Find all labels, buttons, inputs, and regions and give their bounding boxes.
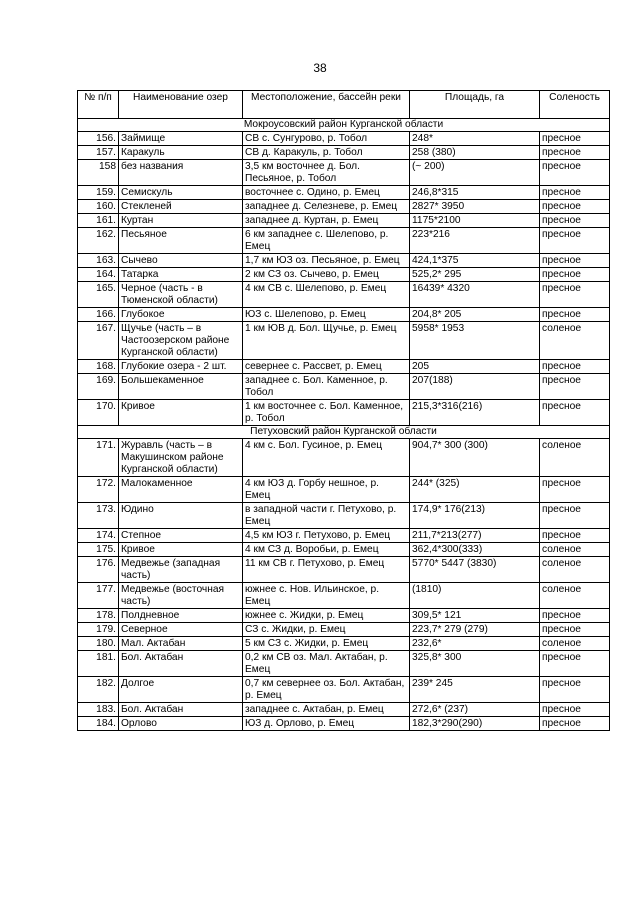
cell-num: 159.: [78, 186, 119, 200]
cell-area: 5770* 5447 (3830): [410, 557, 540, 583]
cell-area: 309,5* 121: [410, 609, 540, 623]
cell-num: 181.: [78, 651, 119, 677]
cell-num: 162.: [78, 228, 119, 254]
cell-num: 176.: [78, 557, 119, 583]
header-salinity: Соленость: [540, 91, 610, 119]
cell-salinity: пресное: [540, 677, 610, 703]
table-row: [78, 623, 610, 637]
cell-num: 167.: [78, 322, 119, 360]
cell-salinity: пресное: [540, 146, 610, 160]
cell-name: Куртан: [119, 214, 243, 228]
cell-salinity: пресное: [540, 186, 610, 200]
table-row: [78, 282, 610, 308]
cell-salinity: пресное: [540, 360, 610, 374]
table-row: [78, 160, 610, 186]
cell-salinity: соленое: [540, 439, 610, 477]
cell-area: 424,1*375: [410, 254, 540, 268]
cell-location: 4 км ЮЗ д. Горбу нешное, р. Емец: [243, 477, 410, 503]
region-row: [78, 426, 610, 439]
cell-area: 215,3*316(216): [410, 400, 540, 426]
cell-location: 1 км восточнее с. Бол. Каменное, р. Тобол: [243, 400, 410, 426]
cell-location: 4 км СВ с. Шелепово, р. Емец: [243, 282, 410, 308]
header-area: Площадь, га: [410, 91, 540, 119]
table-row: [78, 637, 610, 651]
cell-location: восточнее с. Одино, р. Емец: [243, 186, 410, 200]
table-row: [78, 477, 610, 503]
cell-location: западнее с. Актабан, р. Емец: [243, 703, 410, 717]
cell-name: Стекленей: [119, 200, 243, 214]
cell-name: Бол. Актабан: [119, 651, 243, 677]
cell-salinity: пресное: [540, 254, 610, 268]
cell-location: 2 км СЗ оз. Сычево, р. Емец: [243, 268, 410, 282]
cell-location: 0,2 км СВ оз. Мал. Актабан, р. Емец: [243, 651, 410, 677]
cell-name: Каракуль: [119, 146, 243, 160]
cell-location: СВ д. Каракуль, р. Тобол: [243, 146, 410, 160]
table-row: [78, 254, 610, 268]
cell-salinity: пресное: [540, 529, 610, 543]
table-row: [78, 583, 610, 609]
cell-num: 174.: [78, 529, 119, 543]
table-row: [78, 374, 610, 400]
cell-name: Бол. Актабан: [119, 703, 243, 717]
cell-area: 272,6* (237): [410, 703, 540, 717]
header-row: [78, 91, 610, 119]
cell-num: 171.: [78, 439, 119, 477]
cell-name: Юдино: [119, 503, 243, 529]
cell-salinity: пресное: [540, 703, 610, 717]
cell-name: Кривое: [119, 543, 243, 557]
cell-name: Медвежье (восточная часть): [119, 583, 243, 609]
cell-name: Северное: [119, 623, 243, 637]
cell-name: Медвежье (западная часть): [119, 557, 243, 583]
table-row: [78, 717, 610, 731]
cell-name: Долгое: [119, 677, 243, 703]
cell-area: 239* 245: [410, 677, 540, 703]
cell-num: 160.: [78, 200, 119, 214]
cell-num: 170.: [78, 400, 119, 426]
cell-location: южнее с. Нов. Ильинское, р. Емец: [243, 583, 410, 609]
cell-salinity: пресное: [540, 282, 610, 308]
cell-num: 182.: [78, 677, 119, 703]
header-name: Наименование озер: [119, 91, 243, 119]
cell-area: (1810): [410, 583, 540, 609]
cell-num: 178.: [78, 609, 119, 623]
region-row: [78, 119, 610, 132]
cell-location: в западной части г. Петухово, р. Емец: [243, 503, 410, 529]
cell-area: (~ 200): [410, 160, 540, 186]
cell-location: севернее с. Рассвет, р. Емец: [243, 360, 410, 374]
cell-salinity: пресное: [540, 651, 610, 677]
cell-area: 223,7* 279 (279): [410, 623, 540, 637]
cell-area: 244* (325): [410, 477, 540, 503]
table-row: [78, 677, 610, 703]
table-row: [78, 214, 610, 228]
cell-area: 16439* 4320: [410, 282, 540, 308]
table-row: [78, 609, 610, 623]
cell-name: Глубокие озера - 2 шт.: [119, 360, 243, 374]
cell-location: 6 км западнее с. Шелепово, р. Емец: [243, 228, 410, 254]
cell-num: 177.: [78, 583, 119, 609]
cell-num: 166.: [78, 308, 119, 322]
page-number: 38: [313, 61, 327, 75]
cell-salinity: соленое: [540, 543, 610, 557]
cell-location: западнее д. Селезневе, р. Емец: [243, 200, 410, 214]
cell-num: 179.: [78, 623, 119, 637]
cell-salinity: соленое: [540, 557, 610, 583]
cell-salinity: пресное: [540, 503, 610, 529]
table-row: [78, 268, 610, 282]
cell-area: 904,7* 300 (300): [410, 439, 540, 477]
table-row: [78, 360, 610, 374]
table-row: [78, 651, 610, 677]
cell-name: Степное: [119, 529, 243, 543]
table-row: [78, 228, 610, 254]
table-row: [78, 703, 610, 717]
cell-num: 157.: [78, 146, 119, 160]
cell-num: 161.: [78, 214, 119, 228]
cell-location: 5 км СЗ с. Жидки, р. Емец: [243, 637, 410, 651]
cell-location: СЗ с. Жидки, р. Емец: [243, 623, 410, 637]
cell-salinity: пресное: [540, 200, 610, 214]
cell-salinity: пресное: [540, 228, 610, 254]
cell-location: ЮЗ с. Шелепово, р. Емец: [243, 308, 410, 322]
table-row: [78, 529, 610, 543]
cell-name: Мал. Актабан: [119, 637, 243, 651]
cell-area: 182,3*290(290): [410, 717, 540, 731]
cell-name: Малокаменное: [119, 477, 243, 503]
cell-area: 258 (380): [410, 146, 540, 160]
cell-area: 1175*2100: [410, 214, 540, 228]
cell-location: 4 км с. Бол. Гусиное, р. Емец: [243, 439, 410, 477]
cell-area: 232,6*: [410, 637, 540, 651]
cell-area: 5958* 1953: [410, 322, 540, 360]
table-row: [78, 132, 610, 146]
cell-name: Кривое: [119, 400, 243, 426]
cell-num: 175.: [78, 543, 119, 557]
lakes-table: [77, 90, 610, 731]
cell-num: 172.: [78, 477, 119, 503]
cell-num: 183.: [78, 703, 119, 717]
cell-location: 4,5 км ЮЗ г. Петухово, р. Емец: [243, 529, 410, 543]
cell-name: Орлово: [119, 717, 243, 731]
table-row: [78, 543, 610, 557]
cell-area: 246,8*315: [410, 186, 540, 200]
cell-salinity: соленое: [540, 583, 610, 609]
table-header: [78, 91, 610, 119]
cell-num: 184.: [78, 717, 119, 731]
cell-area: 248*: [410, 132, 540, 146]
cell-location: западнее д. Куртан, р. Емец: [243, 214, 410, 228]
cell-location: 3,5 км восточнее д. Бол. Песьяное, р. Тобол: [243, 160, 410, 186]
region-title: Мокроусовский район Курганской области: [78, 119, 610, 132]
cell-area: 205: [410, 360, 540, 374]
cell-num: 164.: [78, 268, 119, 282]
cell-salinity: пресное: [540, 609, 610, 623]
cell-name: Большекаменное: [119, 374, 243, 400]
table-row: [78, 200, 610, 214]
cell-name: без названия: [119, 160, 243, 186]
table-row: [78, 146, 610, 160]
table-row: [78, 322, 610, 360]
table-row: [78, 439, 610, 477]
cell-salinity: пресное: [540, 717, 610, 731]
cell-num: 156.: [78, 132, 119, 146]
cell-salinity: пресное: [540, 400, 610, 426]
cell-salinity: соленое: [540, 637, 610, 651]
cell-location: 1,7 км ЮЗ оз. Песьяное, р. Емец: [243, 254, 410, 268]
table-body: [78, 119, 610, 731]
cell-salinity: пресное: [540, 160, 610, 186]
cell-location: южнее с. Жидки, р. Емец: [243, 609, 410, 623]
cell-area: 211,7*213(277): [410, 529, 540, 543]
cell-num: 158: [78, 160, 119, 186]
region-title: Петуховский район Курганской области: [78, 426, 610, 439]
cell-salinity: пресное: [540, 374, 610, 400]
cell-location: ЮЗ д. Орлово, р. Емец: [243, 717, 410, 731]
cell-salinity: пресное: [540, 214, 610, 228]
cell-name: Глубокое: [119, 308, 243, 322]
table-row: [78, 400, 610, 426]
cell-num: 169.: [78, 374, 119, 400]
cell-area: 2827* 3950: [410, 200, 540, 214]
cell-location: западнее с. Бол. Каменное, р. Тобол: [243, 374, 410, 400]
table-row: [78, 557, 610, 583]
cell-location: 11 км СВ г. Петухово, р. Емец: [243, 557, 410, 583]
cell-name: Полдневное: [119, 609, 243, 623]
cell-area: 525,2* 295: [410, 268, 540, 282]
cell-salinity: пресное: [540, 623, 610, 637]
cell-name: Сычево: [119, 254, 243, 268]
cell-location: 0,7 км севернее оз. Бол. Актабан, р. Емец: [243, 677, 410, 703]
cell-num: 163.: [78, 254, 119, 268]
cell-location: 1 км ЮВ д. Бол. Щучье, р. Емец: [243, 322, 410, 360]
cell-area: 362,4*300(333): [410, 543, 540, 557]
cell-area: 174,9* 176(213): [410, 503, 540, 529]
cell-name: Татарка: [119, 268, 243, 282]
table-row: [78, 308, 610, 322]
cell-name: Семискуль: [119, 186, 243, 200]
cell-salinity: пресное: [540, 308, 610, 322]
cell-name: Щучье (часть – в Частоозерском районе Курганской области): [119, 322, 243, 360]
cell-salinity: соленое: [540, 322, 610, 360]
header-location: Местоположение, бассейн реки: [243, 91, 410, 119]
cell-location: 4 км СЗ д. Воробьи, р. Емец: [243, 543, 410, 557]
cell-num: 173.: [78, 503, 119, 529]
table-row: [78, 503, 610, 529]
table-row: [78, 186, 610, 200]
cell-num: 165.: [78, 282, 119, 308]
cell-area: 325,8* 300: [410, 651, 540, 677]
cell-area: 223*216: [410, 228, 540, 254]
cell-salinity: пресное: [540, 268, 610, 282]
header-num: № п/п: [78, 91, 119, 119]
cell-num: 180.: [78, 637, 119, 651]
cell-salinity: пресное: [540, 477, 610, 503]
cell-num: 168.: [78, 360, 119, 374]
cell-name: Займище: [119, 132, 243, 146]
cell-name: Черное (часть - в Тюменской области): [119, 282, 243, 308]
cell-area: 204,8* 205: [410, 308, 540, 322]
cell-location: СВ с. Сунгурово, р. Тобол: [243, 132, 410, 146]
cell-salinity: пресное: [540, 132, 610, 146]
cell-name: Песьяное: [119, 228, 243, 254]
cell-name: Журавль (часть – в Макушинском районе Курганской области): [119, 439, 243, 477]
cell-area: 207(188): [410, 374, 540, 400]
